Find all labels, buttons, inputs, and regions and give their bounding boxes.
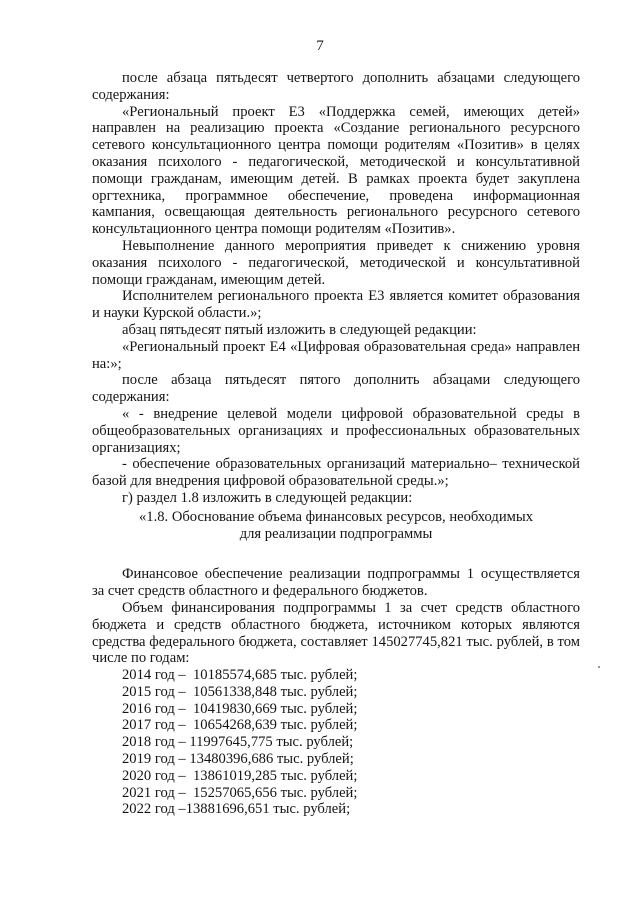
paragraph: « - внедрение целевой модели цифровой образовательной среды в общеобразовательных организациях и профессиональных образовательных организациях; [92, 405, 580, 456]
funding-year-item: 2018 год – 11997645,775 тыс. рублей; [122, 734, 354, 751]
funding-year-item: 2017 год – 10654268,639 тыс. рублей; [122, 717, 358, 734]
section-heading-line-1: «1.8. Обоснование объема финансовых ресурсов, необходимых [138, 508, 533, 525]
funding-year-item: 2016 год – 10419830,669 тыс. рублей; [122, 700, 358, 717]
funding-by-year-list [92, 667, 580, 818]
paragraph: Объем финансирования подпрограммы 1 за счет средств областного бюджета и средств областного бюджета, источником которых являются средства федерального бюджета, составляет 145027745,821 тыс. рублей, в том числе по годам: [92, 599, 580, 667]
funding-year-item: 2022 год –13881696,651 тыс. рублей; [122, 801, 351, 818]
scan-speck [598, 666, 600, 668]
funding-year-item: 2014 год – 10185574,685 тыс. рублей; [122, 667, 358, 684]
paragraph: после абзаца пятьдесят пятого дополнить абзацами следующего содержания: [92, 372, 580, 406]
paragraph: Исполнителем регионального проекта Е3 является комитет образования и науки Курской области.»; [92, 288, 580, 322]
funding-year-item: 2015 год – 10561338,848 тыс. рублей; [122, 683, 358, 700]
paragraph: г) раздел 1.8 изложить в следующей редакции: [122, 489, 413, 506]
paragraph: «Региональный проект Е4 «Цифровая образовательная среда» направлен на:»; [92, 338, 580, 372]
funding-year-item: 2020 год – 13861019,285 тыс. рублей; [122, 767, 358, 784]
paragraph: - обеспечение образовательных организаций материально– технической базой для внедрения цифровой образовательной среды.»; [92, 456, 580, 490]
funding-year-item: 2021 год – 15257065,656 тыс. рублей; [122, 784, 358, 801]
funding-year-item: 2019 год – 13480396,686 тыс. рублей; [122, 751, 354, 768]
paragraph: после абзаца пятьдесят четвертого дополнить абзацами следующего содержания: [92, 70, 580, 103]
document-body [92, 70, 580, 818]
section-heading-line-2: для реализации подпрограммы [239, 525, 433, 542]
section-heading [92, 509, 580, 543]
paragraph: Финансовое обеспечение реализации подпрограммы 1 осуществляется за счет средств областного и федерального бюджетов. [92, 566, 580, 600]
spacer [92, 542, 580, 566]
paragraph: «Региональный проект Е3 «Поддержка семей, имеющих детей» направлен на реализацию проекта «Создание регионального ресурсного сетевого консультационного центра помощи родителям «Позитив» в целях оказания психолого - педагогической, методической и консультативной помощи гражданам, имеющим детей. В рамках проекта будет закуплена оргтехника, программное обеспечение, проведена информационная кампания, освещающая деятельность регионального ресурсного сетевого консультационного центра помощи родителям «Позитив». [92, 103, 580, 238]
paragraph: абзац пятьдесят пятый изложить в следующей редакции: [122, 321, 477, 338]
page-number: 7 [316, 38, 324, 54]
paragraph: Невыполнение данного мероприятия приведет к снижению уровня оказания психолого - педагогической, методической и консультативной помощи гражданам, имеющим детей. [92, 237, 580, 288]
